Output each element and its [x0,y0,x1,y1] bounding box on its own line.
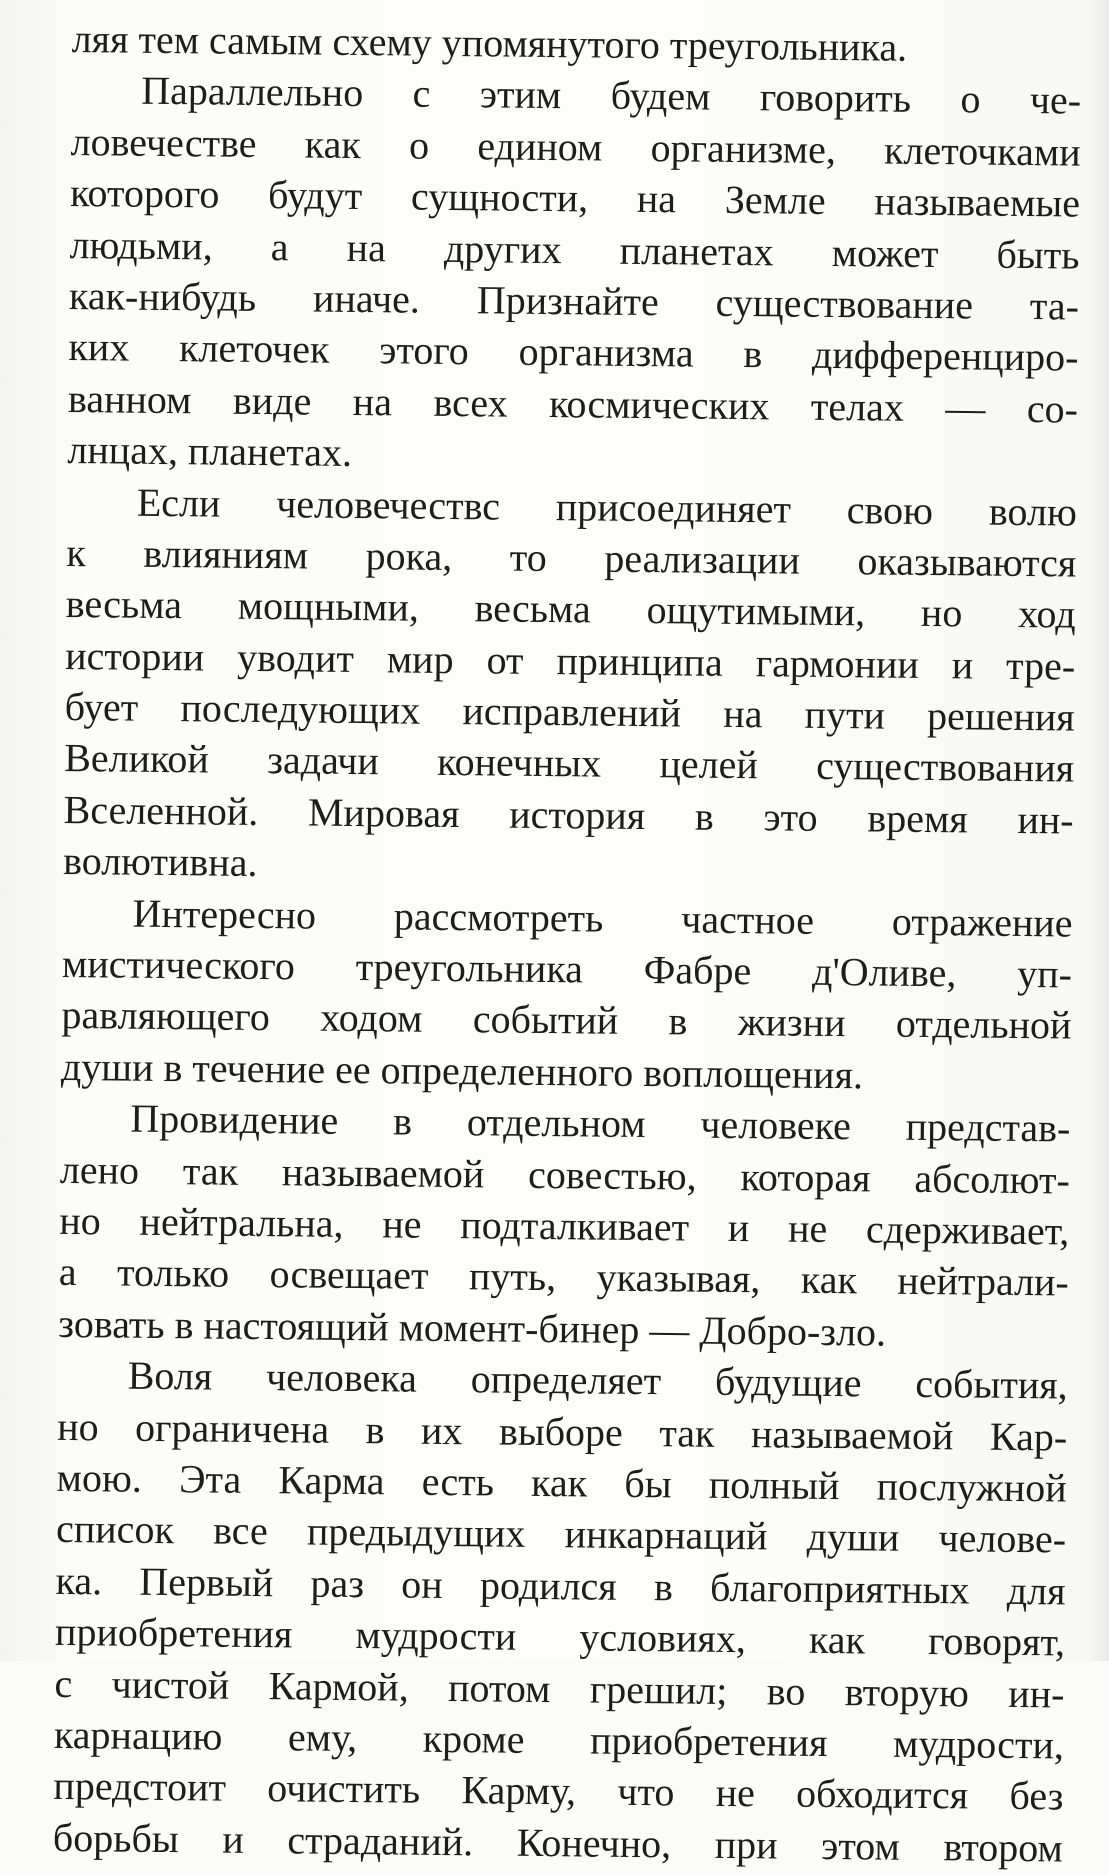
text-line: которого будут сущности, на Земле называемые [69,170,1081,226]
text-line: лено так называемой совестью, которая абсолют- [59,1146,1071,1203]
text-line: Если человечествс присоединяет свою волю [136,479,1078,535]
text-line: ляя тем самым схему упомянутого треугольника. [71,15,908,70]
text-line: карнацию ему, кроме приобретения мудрости, [53,1711,1065,1768]
text-line: Провидение в отдельном человеке представ- [130,1095,1071,1151]
text-line: Вселенной. Мировая история в это время ин- [63,786,1074,843]
text-line: мою. Эта Карма есть как бы полный послужной [56,1454,1067,1511]
text-line: людьми, а на других планетах может быть [69,221,1080,278]
text-line: с чистой Кармой, потом грешил; во вторую ин- [54,1660,1065,1716]
text-line: предстоит очистить Карму, что не обходится без [53,1763,1064,1819]
text-line: борьбы и страданий. Конечно, при этом втором [52,1814,1064,1871]
page-text [53,14,1082,1875]
text-line: как-нибудь иначе. Признайте существование та- [68,272,1080,329]
text-line: лнцах, планетах. [67,427,353,476]
text-line: Великой задачи конечных целей существования [63,735,1075,792]
text-line: ванном виде на всех космических телах — со- [67,375,1079,432]
text-line: ка. Первый раз он родился в благоприятных для [55,1557,1066,1614]
text-line: но ограничена в их выборе так называемой Кар- [56,1403,1068,1460]
text-line: приобретения мудрости условиях, как говорят, [54,1609,1066,1665]
text-line: Воля человека определяет будущие события, [127,1352,1068,1408]
text-line: Параллельно с этим будем говорить о че- [140,68,1082,123]
text-line: но нейтральна, не подталкивает и не сдерживает, [59,1197,1070,1254]
text-line: мистического треугольника Фабре д'Оливе, уп- [61,940,1073,997]
text-line: равляющего ходом событий в жизни отдельной [61,992,1072,1048]
text-line: ких клеточек этого организма в дифференциро- [68,324,1079,380]
text-line: ловечестве как о едином организме, клеточками [70,118,1081,175]
text-line: весьма мощными, весьма ощутимыми, но ход [65,581,1077,637]
text-line: список все предыдущих инкарнаций души челове- [55,1506,1067,1562]
text-line: к влияниям рока, то реализации оказываются [66,529,1077,586]
page-edge-shadow [1089,0,1109,1661]
text-line: а только освещает путь, указывая, как нейтрали- [58,1249,1070,1305]
text-line: волютивна. [62,838,258,886]
text-line: зовать в настоящий момент-бинер — Добро-зло. [58,1300,887,1355]
text-line: бует последующих исправлений на пути решения [64,684,1075,740]
text-line: души в течение ее определенного воплощения. [60,1043,864,1098]
text-line: истории уводит мир от принципа гармонии и тре- [65,632,1076,689]
text-line: Интересно рассмотреть частное отражение [132,890,1073,946]
